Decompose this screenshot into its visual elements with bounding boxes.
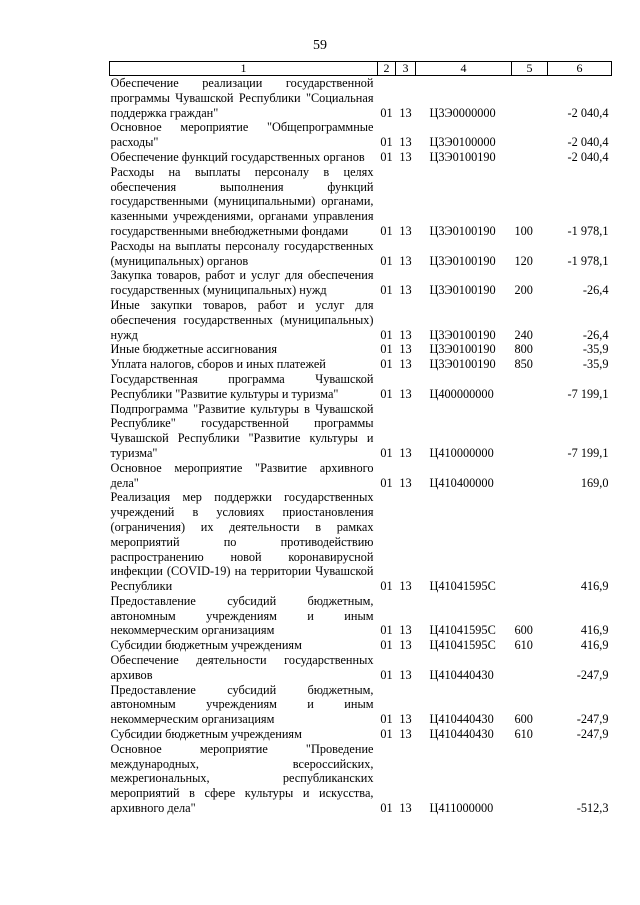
table-row: [110, 490, 612, 594]
row-name: Субсидии бюджетным учреждениям: [110, 638, 302, 653]
row-section: 01: [380, 342, 393, 357]
row-name: Обеспечение реализации государственной программы Чувашской Республики "Социальная поддержка граждан": [110, 76, 374, 120]
row-expense-type: 850: [514, 357, 533, 372]
table-row: [110, 727, 612, 742]
row-name: Предоставление субсидий бюджетным, автономным учреждениям и иным некоммерческим организациям: [110, 682, 374, 727]
row-expense-type: 600: [514, 712, 533, 727]
row-amount: -247,9: [576, 727, 609, 742]
row-amount: -1 978,1: [567, 253, 609, 268]
row-expense-type: 100: [514, 223, 533, 238]
table-row: [110, 357, 612, 372]
row-amount: -247,9: [576, 712, 609, 727]
header-section: 2: [378, 62, 396, 76]
row-section: 01: [380, 638, 393, 653]
row-target-item: Ц410440430: [429, 712, 494, 727]
row-amount: -26,4: [582, 283, 609, 298]
row-section: 01: [380, 135, 393, 150]
row-expense-type: [512, 742, 548, 816]
row-section: 01: [380, 712, 393, 727]
row-name: Иные бюджетные ассигнования: [110, 342, 278, 357]
row-expense-type: [512, 402, 548, 461]
row-section: 01: [380, 149, 393, 164]
row-amount: -35,9: [582, 357, 609, 372]
header-expense-type: 5: [512, 62, 548, 76]
row-expense-type: [512, 490, 548, 594]
budget-table: [109, 61, 612, 816]
row-target-item: Ц41041595С: [429, 579, 496, 594]
row-subsection: 13: [399, 253, 412, 268]
row-subsection: 13: [399, 623, 412, 638]
row-subsection: 13: [399, 105, 412, 120]
row-target-item: Ц3Э0000000: [429, 105, 496, 120]
row-target-item: Ц3Э0100190: [429, 342, 496, 357]
row-section: 01: [380, 253, 393, 268]
row-subsection: 13: [399, 727, 412, 742]
header-name: 1: [110, 62, 378, 76]
row-amount: 416,9: [580, 638, 609, 653]
row-section: 01: [380, 667, 393, 682]
table-row: [110, 342, 612, 357]
row-amount: -7 199,1: [567, 386, 609, 401]
row-section: 01: [380, 801, 393, 816]
row-expense-type: [512, 76, 548, 121]
row-expense-type: 600: [514, 623, 533, 638]
table-row: [110, 76, 612, 121]
row-subsection: 13: [399, 712, 412, 727]
table-row: [110, 120, 612, 150]
row-subsection: 13: [399, 667, 412, 682]
row-expense-type: 240: [514, 327, 533, 342]
table-row: [110, 372, 612, 402]
table-header-row: [110, 62, 612, 76]
row-name: Расходы на выплаты персоналу государственных (муниципальных) органов: [110, 238, 374, 268]
row-target-item: Ц3Э0100190: [429, 283, 496, 298]
row-name: Уплата налогов, сборов и иных платежей: [110, 357, 326, 372]
row-expense-type: [512, 653, 548, 683]
row-amount: -1 978,1: [567, 223, 609, 238]
row-section: 01: [380, 445, 393, 460]
row-section: 01: [380, 727, 393, 742]
table-row: [110, 638, 612, 653]
row-subsection: 13: [399, 801, 412, 816]
row-expense-type: [512, 150, 548, 165]
row-amount: -26,4: [582, 327, 609, 342]
row-subsection: 13: [399, 475, 412, 490]
page-number: 59: [313, 38, 327, 53]
row-name: Основное мероприятие "Проведение международных, всероссийских, межрегиональных, республиканских мероприятий в сфере культуры и искусства, архивного дела": [110, 741, 374, 816]
row-expense-type: 610: [514, 727, 533, 742]
row-name: Подпрограмма "Развитие культуры в Чувашской Республике" государственной программы Чувашской Республики "Развитие культуры и туризма": [110, 401, 374, 460]
row-section: 01: [380, 623, 393, 638]
row-subsection: 13: [399, 342, 412, 357]
row-section: 01: [380, 283, 393, 298]
row-target-item: Ц410440430: [429, 667, 494, 682]
row-name: Закупка товаров, работ и услуг для обеспечения государственных (муниципальных) нужд: [110, 268, 374, 298]
row-expense-type: [512, 461, 548, 491]
row-target-item: Ц410000000: [429, 445, 494, 460]
row-target-item: Ц410400000: [429, 475, 494, 490]
header-subsection: 3: [396, 62, 416, 76]
row-amount: -7 199,1: [567, 445, 609, 460]
row-target-item: Ц41041595С: [429, 623, 496, 638]
row-target-item: Ц410440430: [429, 727, 494, 742]
table-row: [110, 653, 612, 683]
header-amount: 6: [548, 62, 612, 76]
row-amount: 416,9: [580, 579, 609, 594]
row-section: 01: [380, 386, 393, 401]
row-target-item: Ц411000000: [429, 801, 494, 816]
row-name: Иные закупки товаров, работ и услуг для обеспечения государственных (муниципальных) нужд: [110, 297, 374, 342]
row-expense-type: 800: [514, 342, 533, 357]
row-section: 01: [380, 579, 393, 594]
row-target-item: Ц3Э0100000: [429, 135, 496, 150]
row-expense-type: [512, 120, 548, 150]
row-target-item: Ц3Э0100190: [429, 223, 496, 238]
row-subsection: 13: [399, 135, 412, 150]
row-section: 01: [380, 475, 393, 490]
row-subsection: 13: [399, 357, 412, 372]
row-amount: -247,9: [576, 667, 609, 682]
row-amount: 416,9: [580, 623, 609, 638]
table-row: [110, 742, 612, 816]
table-row: [110, 594, 612, 638]
row-name: Предоставление субсидий бюджетным, автономным учреждениям и иным некоммерческим организациям: [110, 593, 374, 638]
table-row: [110, 165, 612, 239]
row-amount: -2 040,4: [567, 149, 609, 164]
row-subsection: 13: [399, 445, 412, 460]
row-amount: -2 040,4: [567, 135, 609, 150]
table-row: [110, 268, 612, 298]
row-expense-type: 120: [514, 253, 533, 268]
row-subsection: 13: [399, 149, 412, 164]
row-name: Реализация мер поддержки государственных учреждений в условиях приостановления (ограничения) их деятельности в рамках мероприятий по противодействию распространению новой коронавирусной инфекции (COVID-19) на территории Чувашской Республики: [110, 490, 374, 594]
table-row: [110, 150, 612, 165]
row-section: 01: [380, 223, 393, 238]
table-row: [110, 298, 612, 342]
row-target-item: Ц41041595С: [429, 638, 496, 653]
row-target-item: Ц400000000: [429, 386, 494, 401]
row-target-item: Ц3Э0100190: [429, 357, 496, 372]
row-expense-type: 200: [514, 283, 533, 298]
row-subsection: 13: [399, 223, 412, 238]
row-name: Обеспечение деятельности государственных архивов: [110, 653, 374, 682]
row-section: 01: [380, 105, 393, 120]
row-name: Субсидии бюджетным учреждениям: [110, 727, 302, 742]
row-target-item: Ц3Э0100190: [429, 253, 496, 268]
table-row: [110, 683, 612, 727]
row-subsection: 13: [399, 327, 412, 342]
table-row: [110, 461, 612, 491]
row-name: Обеспечение функций государственных органов: [110, 149, 365, 164]
row-name: Основное мероприятие "Общепрограммные расходы": [110, 120, 374, 150]
row-amount: 169,0: [580, 475, 609, 490]
row-section: 01: [380, 327, 393, 342]
row-name: Расходы на выплаты персоналу в целях обеспечения выполнения функций государственными (муниципальными) органами, казенными учреждениями, органами управления государственными внебюджетными фондами: [110, 164, 374, 238]
row-target-item: Ц3Э0100190: [429, 327, 496, 342]
table-body: [110, 76, 612, 816]
table-row: [110, 239, 612, 269]
header-target-item: 4: [416, 62, 512, 76]
row-expense-type: [512, 372, 548, 402]
row-subsection: 13: [399, 638, 412, 653]
row-subsection: 13: [399, 579, 412, 594]
row-name: Основное мероприятие "Развитие архивного дела": [110, 460, 374, 490]
row-subsection: 13: [399, 283, 412, 298]
row-name: Государственная программа Чувашской Республики "Развитие культуры и туризма": [110, 371, 374, 401]
row-amount: -512,3: [576, 801, 609, 816]
row-expense-type: 610: [514, 638, 533, 653]
row-amount: -35,9: [582, 342, 609, 357]
row-subsection: 13: [399, 386, 412, 401]
row-section: 01: [380, 357, 393, 372]
row-target-item: Ц3Э0100190: [429, 149, 496, 164]
table-row: [110, 402, 612, 461]
row-amount: -2 040,4: [567, 105, 609, 120]
